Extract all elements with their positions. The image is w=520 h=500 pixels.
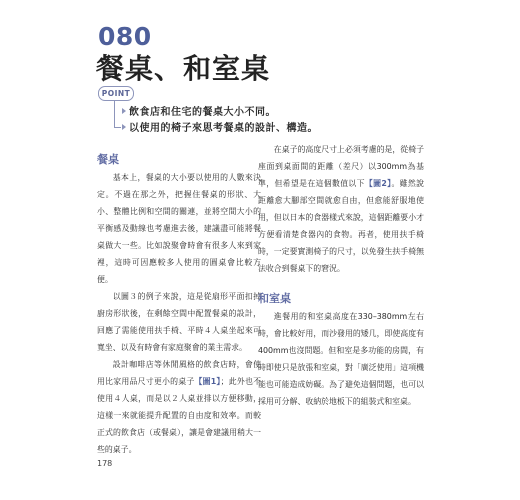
text-run: 。雖然說距離愈大腳部空間就愈自由，但愈能舒服地使用，但以日本的食器樣式來說，這個距離要小才方便看清楚食器內的食物。再者，使用扶手椅時，一定要實測椅子的尺寸，以免發生扶手椅無法收合到餐桌下的窘況。 — [258, 179, 424, 273]
triangle-bullet-icon — [122, 108, 126, 114]
point-bracket — [114, 100, 121, 128]
text-run: 在桌子的高度尺寸上必須考慮的是，從椅子座面到桌面間的距離（差尺）以300mm為基準，但希望是在這個數值以下 — [258, 145, 424, 188]
section-heading-japanese-table: 和室桌 — [258, 292, 291, 305]
left-column — [97, 152, 261, 458]
section-number: 080 — [98, 22, 152, 51]
paragraph: 進餐用的和室桌高度在330–380mm左右時，會比較好用，而沙發用的矮几，即使高度有400mm也沒問題。但和室是多功能的房間，有時即使只是放張和室桌，對「廣泛使用」這項機能也可能造成妨礙。為了避免這個問題，也可以採用可分解、收納於地板下的組裝式和室桌。 — [258, 312, 424, 406]
figure-reference: 【圖2】 — [364, 179, 392, 188]
point-line-2 — [122, 119, 318, 134]
right-column — [258, 141, 424, 410]
point-line-1 — [122, 103, 276, 118]
text-run: ；此外也不使用４人桌，而是以２人桌並排以方便移動，這樣一來就能提升配置的自由度和效率。而較正式的飲食店（或餐桌），讓是會建議用稍大一些的桌子。 — [97, 377, 261, 454]
point-line-text: 以使用的椅子來思考餐桌的設計、構造。 — [129, 123, 318, 134]
paragraph — [258, 141, 424, 277]
page-title: 餐桌、和室桌 — [96, 52, 271, 85]
triangle-bullet-icon — [122, 124, 126, 130]
paragraph — [97, 356, 261, 458]
point-line-text: 飲食店和住宅的餐桌大小不同。 — [129, 107, 276, 118]
section-heading-dining-table: 餐桌 — [97, 153, 119, 166]
paragraph: 基本上，餐桌的大小要以使用的人數來決定。不過在那之外，把握住餐桌的形狀、大小、整體比例和空間的關連，並將空間大小的平衡感及動線也考慮進去後，建議盡可能將餐桌做大一些。比如說聚會時會有很多人來到家裡，這時可因應較多人使用的圓桌會比較方便。 — [97, 173, 261, 284]
figure-reference: 【圖1】 — [194, 377, 221, 386]
point-badge: POINT — [98, 86, 134, 101]
page-number: 178 — [97, 459, 113, 468]
paragraph: 以圖３的例子來說，這是從扇形平面扣掉廚房形狀後，在剩餘空間中配置餐桌的設計，回應了需能使用扶手椅、平時４人桌坐起來可寬坐、以及有時會有家庭聚會的業主需求。 — [97, 292, 261, 352]
text-run: 設計咖啡店等休閒風格的飲食店時，會使用比家用品尺寸更小的桌子 — [97, 360, 261, 386]
